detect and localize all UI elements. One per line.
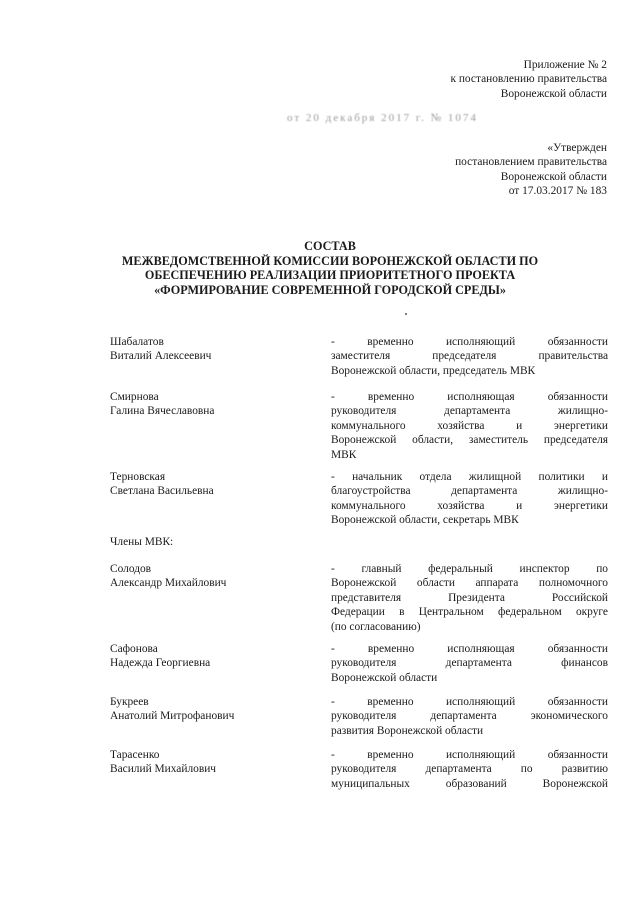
role-line: развития Воронежской области (331, 724, 484, 737)
approval-line: Воронежской области (500, 170, 607, 183)
role-line: - временно исполняющая обязанности (331, 391, 608, 403)
given-name: Виталий Алексеевич (110, 350, 212, 363)
person-name (110, 470, 310, 499)
role-line: - временно исполняющая обязанности (331, 643, 608, 655)
role-line: руководителя департамента по развитию (331, 763, 608, 776)
role-line: Воронежской области аппарата полномочного (331, 577, 608, 590)
title-line: СОСТАВ (304, 239, 356, 253)
list-item (110, 695, 608, 748)
role-line: заместителя председателя правительства (331, 350, 608, 363)
person-role (331, 695, 608, 738)
given-name: Анатолий Митрофанович (110, 710, 235, 723)
surname: Терновская (110, 471, 166, 483)
surname: Шабалатов (110, 336, 164, 348)
person-name (110, 695, 310, 724)
role-line: Воронежской области (331, 671, 438, 684)
role-line: коммунального хозяйства и энергетики (331, 419, 608, 432)
role-line: Федерации в Центральном федеральном округе (331, 606, 608, 619)
surname: Солодов (110, 563, 152, 575)
title-line: ОБЕСПЕЧЕНИЮ РЕАЛИЗАЦИИ ПРИОРИТЕТНОГО ПРОЕКТА (144, 268, 516, 283)
list-item (110, 390, 608, 470)
title-line: МЕЖВЕДОМСТВЕННОЙ КОМИССИИ ВОРОНЕЖСКОЙ ОБЛАСТИ ПО (121, 253, 539, 268)
appendix-line: Приложение № 2 (523, 59, 607, 71)
role-line: - временно исполняющий обязанности (331, 336, 608, 348)
surname: Сафонова (110, 643, 158, 655)
commission-list (110, 335, 608, 798)
role-line: - начальник отдела жилищной политики и (331, 471, 608, 483)
given-name: Светлана Васильевна (110, 485, 214, 498)
person-role (331, 748, 608, 791)
approval-line: от 17.03.2017 № 183 (508, 185, 607, 198)
approval-line: «Утвержден (547, 142, 607, 154)
list-item (110, 470, 608, 535)
person-name (110, 748, 310, 777)
role-line: (по согласованию) (331, 620, 421, 633)
role-line: муниципальных образований Воронежской (331, 777, 608, 790)
surname: Тарасенко (110, 749, 160, 761)
role-line: Воронежской области, заместитель председателя (331, 434, 608, 447)
title-line: «ФОРМИРОВАНИЕ СОВРЕМЕННОЙ ГОРОДСКОЙ СРЕДЫ» (154, 282, 506, 297)
approval-header (455, 141, 607, 199)
role-line: благоустройства департамента жилищно- (331, 485, 608, 498)
role-line: руководителя департамента экономического (331, 710, 608, 723)
appendix-line: Воронежской области (500, 87, 607, 100)
person-role (331, 470, 608, 528)
person-name (110, 562, 310, 591)
person-name (110, 642, 310, 671)
role-line: МВК (331, 448, 357, 461)
given-name: Галина Вячеславовна (110, 405, 215, 418)
role-line: руководителя департамента жилищно- (331, 405, 608, 418)
list-item (110, 642, 608, 695)
surname: Смирнова (110, 391, 159, 403)
person-role (331, 562, 608, 634)
role-line: представителя Президента Российской (331, 591, 608, 604)
members-heading: Члены МВК: (110, 536, 174, 548)
appendix-header (450, 58, 607, 101)
person-name (110, 390, 310, 419)
appendix-line: к постановлению правительства (450, 73, 607, 86)
surname: Букреев (110, 696, 149, 708)
role-line: Воронежской области, председатель МВК (331, 364, 536, 377)
person-role (331, 642, 608, 685)
person-role (331, 390, 608, 462)
list-item (110, 335, 608, 390)
person-role (331, 335, 608, 378)
list-item (110, 748, 608, 798)
role-line: - временно исполняющий обязанности (331, 696, 608, 708)
approval-line: постановлением правительства (455, 156, 607, 169)
role-line: руководителя департамента финансов (331, 657, 608, 670)
given-name: Василий Михайлович (110, 763, 217, 776)
role-line: - временно исполняющий обязанности (331, 749, 608, 761)
given-name: Александр Михайлович (110, 577, 227, 590)
scan-speck (405, 313, 407, 315)
role-line: Воронежской области, секретарь МВК (331, 514, 519, 527)
given-name: Надежда Георгиевна (110, 657, 211, 670)
person-name (110, 335, 310, 364)
document-title (60, 239, 600, 297)
date-stamp: от 20 декабря 2017 г. № 1074 (287, 112, 478, 124)
role-line: - главный федеральный инспектор по (331, 563, 608, 575)
list-item (110, 562, 608, 642)
role-line: коммунального хозяйства и энергетики (331, 499, 608, 512)
